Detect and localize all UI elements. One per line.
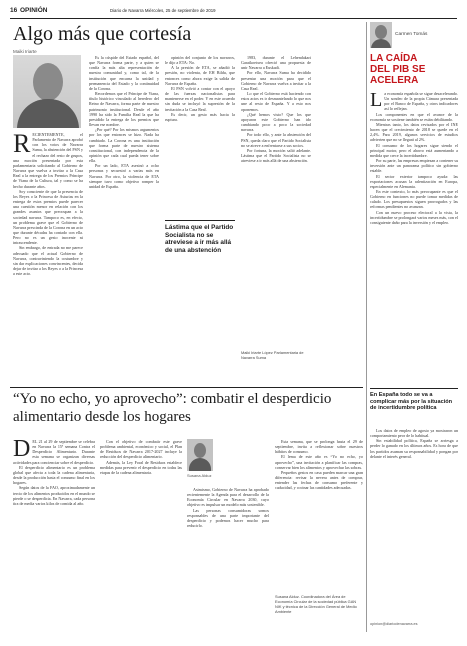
portrait-body xyxy=(371,39,391,48)
lead-paragraph: EL 21 al 29 de septiembre se celebra en Navarra la 15ª semana Contra el Desperdicio Alimentario. Durante esta semana se organizan diversas actividades para concienciar sobre el desperdicio. xyxy=(13,439,95,465)
paragraph: opinión del conjunto de los navarros, le dijo a ETA: No. xyxy=(165,55,235,66)
paragraph: Además, la Ley Foral de Residuos establece medidas para prevenir el desperdicio en todas las etapas de la cadena alimentaria. xyxy=(100,459,182,475)
column-divider xyxy=(366,22,367,632)
pull-quote-text: En España todo se va a complicar más por la situación de incertidumbre política xyxy=(370,392,453,412)
article-column-4 xyxy=(275,439,363,589)
paragraph: Esta semana, que se prolonga hasta el 29 de septiembre, invita a reflexionar sobre nuestros hábitos de consumo. xyxy=(275,439,363,455)
paragraph: Sin estabilidad política, España se arriesga a perder lo ganado en los últimos años. Es hora de que los partidos asuman su responsabilidad y pongan por delante el interés general. xyxy=(370,438,458,459)
article-column-2 xyxy=(100,439,182,629)
dropcap: L xyxy=(370,91,383,111)
author-photo-caption: Susana Alduz xyxy=(187,473,212,478)
column-title: LA CAÍDA DEL PIB SE ACELERA xyxy=(370,53,426,87)
page-header xyxy=(10,6,457,18)
dropcap: R xyxy=(13,132,31,158)
paragraph: Sin embargo, de entrada no me parece adecuado que el actual Gobierno de Navarra, contraviniendo la costumbre y sin dar explicaciones convincentes, decida dejar de invitar a los Reyes o a la Princesa a este acto. xyxy=(13,245,83,277)
paragraph: Soy consciente de que la presencia de los Reyes o la Princesa de Asturias en la entrega de estos premios puede parecer una cuestión menor en relación con los grandes asuntos que preocupan a la sociedad navarra. Tampoco es, en efecto, un problema grave que el Gobierno de Navarra prescinda de la Corona en un acto que durante décadas ha contado con ella. Pero no es un gesto inocente ni intrascendente. xyxy=(13,188,83,246)
paragraph: El lema de este año es “Yo no echo, yo aprovecho”, una invitación a planificar las compras, conservar bien los alimentos y aprovechar las sobras. xyxy=(275,454,363,470)
article-column-1 xyxy=(13,132,83,376)
paragraph: Asimismo, Gobierno de Navarra ha aprobado recientemente la Agenda para el desarrollo de la Economía Circular en Navarra 2030, cuyo objetivo es impulsar un modelo más sostenible. xyxy=(187,487,269,508)
column-body xyxy=(370,91,458,387)
publication-date: Diario de Navarra Miércoles, 25 de septiembre de 2019 xyxy=(110,8,216,13)
article-title: Algo más que cortesía xyxy=(13,23,192,45)
columnist-name: Carmen Tomás xyxy=(395,32,428,37)
paragraph: El desperdicio alimentario es un problema global que afecta a toda la cadena alimentaria, desde la producción hasta el consumo final en los hogares. xyxy=(13,464,95,486)
article-column-1 xyxy=(13,439,95,629)
portrait-head xyxy=(33,63,63,101)
contact-email: opinion@diariodenavarra.es xyxy=(370,622,418,626)
article-2 xyxy=(370,22,458,632)
paragraph: Es la cúspide del Estado español, del que Navarra forma parte, y a quien se confía la más alta representación de nuestra comunidad y, como tal, de la institución que encarna la unidad y permanencia del Estado y la continuidad de la Corona. xyxy=(89,55,159,91)
section-name: OPINIÓN xyxy=(20,7,48,14)
columnist-photo xyxy=(370,22,392,48)
article-column-3-text xyxy=(187,487,269,629)
author-photo xyxy=(187,439,213,471)
paragraph: Según datos de la FAO, aproximadamente un tercio de los alimentos producidos en el mundo se pierde o se desperdicia. En Navarra, cada persona tira de media varios kilos de comida al año. xyxy=(13,485,95,506)
portrait-head xyxy=(375,25,387,39)
article-3 xyxy=(10,391,365,636)
paragraph: El consumo de los hogares sigue siendo el principal motor, pero el ahorro está aumentando a medida que crece la incertidumbre. xyxy=(370,142,458,158)
paragraph: Los componentes en que el avance de la economía se sostiene también se están debilitando. xyxy=(370,111,458,122)
portrait-body xyxy=(17,99,79,128)
lead-paragraph: ECIENTEMENTE, el Parlamento de Navarra aprobó con los votos de Navarra Suma, la abstención del PSN y el rechazo del resto de grupos, una moción presentada por esta parlamentaria solicitando al Gobierno de Navarra que vuelva a invitar a la Casa Real a la entrega de los Premios Príncipe de Viana de la Cultura, tal y como se ha hecho durante años. xyxy=(13,132,83,189)
paragraph: ¿Qué hemos visto? Que los que apoyaron este Gobierno han ido cambiando poco a poco la sociedad navarra. xyxy=(241,111,311,133)
paragraph: Las personas consumidoras somos responsables de una parte importante del desperdicio y podemos hacer mucho para reducirlo. xyxy=(187,507,269,529)
dropcap: D xyxy=(13,439,31,462)
portrait-body xyxy=(189,458,211,471)
article-column-2 xyxy=(89,55,159,376)
paragraph: Pequeños gestos en casa pueden marcar una gran diferencia: revisar la nevera antes de comprar, entender las fechas de consumo preferente y caducidad, y cocinar las cantidades adecuadas. xyxy=(275,469,363,491)
page-number: 16 xyxy=(10,7,18,14)
article-column-4 xyxy=(241,55,311,345)
article-separator xyxy=(10,387,363,388)
paragraph: El sector exterior tampoco ayuda: las exportaciones acusan la ralentización en Europa, especialmente en Alemania. xyxy=(370,173,458,189)
paragraph: El PSN volvió a contar con el apoyo de las fuerzas nacionalistas para mantenerse en el poder. Y en este acuerdo sin duda se incluyó la supresión de la invitación a la Casa Real. xyxy=(165,85,235,112)
article-1 xyxy=(10,22,365,382)
paragraph: Mientras tanto, los datos revisados por el INE hacen que el crecimiento de 2018 se quede en el 2,4%. Para 2019, algunos servicios de estudios advierten que no se llegará al 2%. xyxy=(370,121,458,143)
paragraph: Por todo ello, y ante la abstención del PSN, queda claro que el Partido Socialista no se atreve a enfrentarse a sus socios. xyxy=(241,132,311,148)
paragraph: Es decir, un gesto más hacia la ruptura. xyxy=(165,111,235,122)
portrait-head xyxy=(194,443,206,458)
author-photo xyxy=(13,55,81,128)
pull-quote xyxy=(370,388,458,412)
paragraph: Con el objetivo de combatir este grave problema ambiental, económico y social, el Plan de Residuos de Navarra 2017-2027 incluye la reducción del desperdicio alimentario. xyxy=(100,439,182,460)
author-signature: Maiki Iriarte López Parlamentaria de Navarra Suma xyxy=(241,350,304,360)
paragraph: Con un nuevo proceso electoral a la vista, la incertidumbre se prolongará varios meses más, con el consiguiente daño para la inversión y el empleo. xyxy=(370,209,458,225)
paragraph: ¿Por qué? Por los mismos argumentos por los que entonces se hizo. Nada ha cambiado. La Corona es una institución que forma parte de nuestro sistema constitucional, con independencia de la opinión que cada cual pueda tener sobre ella. xyxy=(89,127,159,164)
paragraph: Por su parte, las empresas empiezan a contener su inversión ante un panorama político sin gobierno estable. xyxy=(370,158,458,174)
paragraph: Los datos de empleo de agosto ya mostraron un comportamiento peor de lo habitual. xyxy=(370,428,458,439)
paragraph: A la presión de ETA, se añadió la presión, no violenta, de EH Bildu, que entonces como ahora exige la salida de Navarra de España. xyxy=(165,65,235,86)
article-column-3 xyxy=(165,55,235,215)
paragraph: Recordemos que el Príncipe de Viana, título histórico vinculado al heredero del Reino de Navarra, forma parte de nuestro patrimonio institucional. Desde el año 1990 ha sido la Familia Real la que ha presidido la entrega de los premios que llevan ese nombre. xyxy=(89,91,159,128)
author-name: Maiki Iriarte xyxy=(13,49,37,54)
pull-quote xyxy=(165,220,235,254)
paragraph: Por un lado, ETA asesinó a ocho personas y secuestró a varias más en Navarra. Por otro, la violencia de ETA siempre tuvo como objetivo romper la unidad de España. xyxy=(89,163,159,189)
paragraph: Por fortuna, la moción salió adelante. Lástima que el Partido Socialista no se atreviese a ir más allá de una abstención. xyxy=(241,147,311,164)
paragraph: Por ello, Navarra Suma ha decidido presentar una moción para que el Gobierno de Navarra vuelva a invitar a la Casa Real. xyxy=(241,70,311,91)
paragraph: En este contexto, lo más preocupante es que el Gobierno en funciones no puede tomar medidas de calado. Los presupuestos siguen prorrogados y las reformas pendientes no avanzan. xyxy=(370,188,458,210)
column-body-continued xyxy=(370,428,458,618)
paragraph: 1983, durante el Lehendakari Garaikoetxea ofreció una propuesta de unir Navarra a Euskadi. xyxy=(241,55,311,71)
lead-paragraph: a economía española se sigue desacelerando. Un sondeo de la propia Cámara presentada por el Banco de España, y otros indicadores así lo reflejan. xyxy=(384,91,458,112)
pull-quote-text: Lástima que el Partido Socialista no se atreviese a ir más allá de una abstención xyxy=(165,224,234,254)
article-title: “Yo no echo, yo aprovecho”: combatir el desperdicio alimentario desde los hogares xyxy=(13,391,332,425)
header-rule xyxy=(10,18,457,19)
paragraph: Lo que el Gobierno está haciendo con estos actos es ir desmantelando lo que nos une al resto de España. Y a esto nos oponemos. xyxy=(241,91,311,112)
author-signature: Susana Alduz. Coordinadora del Área de Economía Circular de la sociedad pública GAN NIK y técnica de la Dirección General de Medio Ambiente xyxy=(275,594,357,614)
